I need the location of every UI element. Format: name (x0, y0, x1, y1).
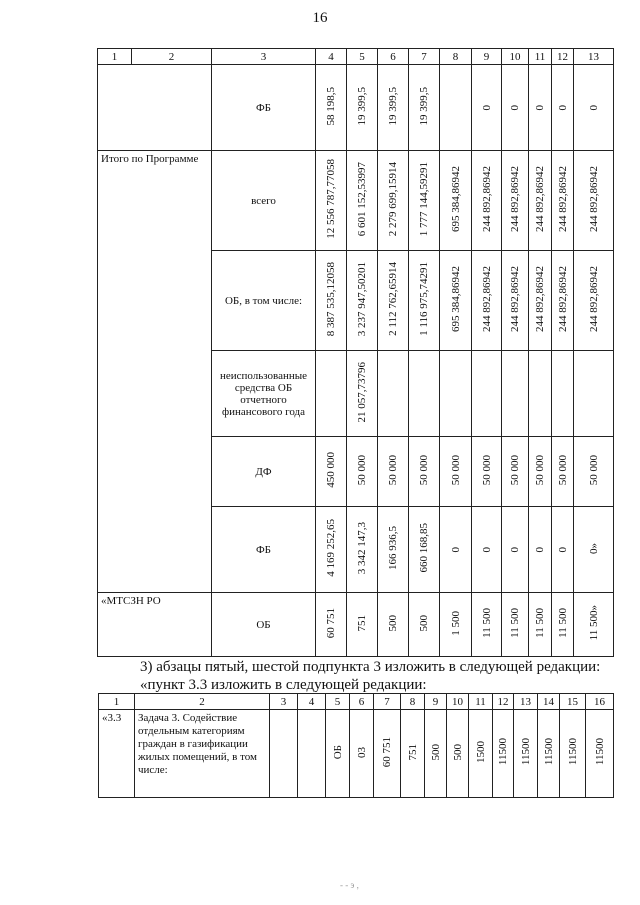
header-cell: 8 (440, 49, 472, 65)
header-cell: 1 (98, 49, 132, 65)
value-text: 244 892,86942 (480, 266, 493, 332)
header-cell: 10 (502, 49, 529, 65)
value-text: 244 892,86942 (587, 166, 600, 232)
header-cell: 2 (135, 694, 270, 710)
value-cell (316, 251, 347, 351)
value-text: 1500 (474, 741, 487, 763)
value-cell (378, 251, 409, 351)
value-cell (409, 151, 440, 251)
value-cell (347, 437, 378, 507)
value-cell (529, 593, 552, 657)
value-cell (316, 593, 347, 657)
value-text: 11 500» (587, 605, 600, 641)
value-text: 11 500 (509, 608, 521, 638)
value-cell (409, 593, 440, 657)
value-cell (316, 507, 347, 593)
value-cell (574, 351, 614, 437)
value-text: 0 (509, 105, 521, 111)
value-cell (472, 437, 502, 507)
value-text: 11 500 (480, 608, 493, 638)
value-cell (538, 710, 560, 798)
header-cell: 11 (469, 694, 493, 710)
header-cell: 4 (316, 49, 347, 65)
value-text: 695 384,86942 (449, 166, 462, 232)
value-cell (316, 65, 347, 151)
value-cell (401, 710, 425, 798)
funding-source: ДФ (212, 437, 316, 507)
value-text: 50 000 (387, 454, 399, 486)
value-cell (529, 151, 552, 251)
value-text: 11500 (519, 738, 532, 766)
value-text: 11 500 (556, 608, 569, 638)
header-cell: 11 (529, 49, 552, 65)
value-cell (347, 507, 378, 593)
value-text: 50 000 (587, 454, 600, 486)
value-cell (469, 710, 493, 798)
value-text: 2 279 699,15914 (387, 161, 399, 237)
value-text: 21 057,73796 (356, 361, 368, 423)
value-cell (409, 437, 440, 507)
row-cell (270, 710, 298, 798)
value-cell (347, 351, 378, 437)
value-text: 3 342 147,3 (356, 521, 368, 575)
value-text: ОБ (331, 744, 344, 760)
row-cell (298, 710, 326, 798)
value-text: 0 (534, 105, 546, 111)
value-cell (378, 507, 409, 593)
value-text: 500 (451, 743, 464, 761)
value-cell (502, 437, 529, 507)
value-text: 0 (587, 105, 600, 111)
funding-source: ФБ (212, 65, 316, 151)
value-text: 500 (418, 614, 430, 632)
value-cell (502, 251, 529, 351)
value-text: 50 000 (418, 454, 430, 486)
value-cell (440, 593, 472, 657)
value-cell (529, 251, 552, 351)
header-cell: 15 (560, 694, 586, 710)
value-cell (574, 593, 614, 657)
row-cell: «3.3 (99, 710, 135, 798)
value-text: 19 399,5 (418, 86, 430, 126)
value-text: 751 (406, 743, 419, 761)
value-cell (493, 710, 514, 798)
value-cell (502, 593, 529, 657)
header-cell: 14 (538, 694, 560, 710)
header-cell: 3 (212, 49, 316, 65)
value-cell (502, 151, 529, 251)
value-cell (472, 593, 502, 657)
value-text: 50 000 (509, 454, 521, 486)
header-cell: 9 (472, 49, 502, 65)
header-cell: 2 (132, 49, 212, 65)
value-cell (374, 710, 401, 798)
header-cell: 5 (326, 694, 350, 710)
value-text: 500 (429, 743, 442, 761)
value-cell (574, 507, 614, 593)
header-cell: 16 (586, 694, 614, 710)
header-cell: 3 (270, 694, 298, 710)
task-table (98, 693, 614, 798)
header-cell: 7 (409, 49, 440, 65)
funding-source: ФБ (212, 507, 316, 593)
header-cell: 9 (425, 694, 447, 710)
row-label: «МТСЗН РО (98, 593, 212, 657)
header-cell: 13 (574, 49, 614, 65)
value-cell (347, 593, 378, 657)
value-text: 0 (556, 547, 569, 553)
value-cell (560, 710, 586, 798)
value-text: 19 399,5 (387, 86, 399, 126)
value-cell (440, 351, 472, 437)
row-label (98, 65, 212, 151)
value-cell (552, 151, 574, 251)
value-cell (472, 351, 502, 437)
value-cell (409, 351, 440, 437)
value-cell (378, 593, 409, 657)
value-text: 0 (449, 547, 462, 553)
value-text: 0 (556, 105, 569, 111)
value-cell (552, 65, 574, 151)
value-cell (514, 710, 538, 798)
value-text: 244 892,86942 (480, 166, 493, 232)
value-text: 0 (534, 547, 546, 553)
value-text: 58 198,5 (325, 86, 337, 126)
value-text: 11500 (593, 738, 606, 766)
value-text: 11500 (542, 738, 555, 766)
value-text: 244 892,86942 (556, 266, 569, 332)
value-cell (574, 437, 614, 507)
table-row (98, 151, 614, 251)
header-cell: 6 (350, 694, 374, 710)
value-cell (440, 437, 472, 507)
value-cell (378, 151, 409, 251)
value-cell (574, 251, 614, 351)
value-text: 751 (356, 614, 368, 632)
value-text: 11500 (497, 738, 509, 766)
value-cell (316, 437, 347, 507)
table-row (98, 593, 614, 657)
header-cell: 13 (514, 694, 538, 710)
value-text: 11 500 (534, 608, 546, 638)
value-text: 19 399,5 (356, 86, 368, 126)
value-cell (316, 151, 347, 251)
value-text: 50 000 (449, 454, 462, 486)
value-text: 500 (387, 614, 399, 632)
value-text: 0 (509, 547, 521, 553)
value-text: 1 116 975,74291 (418, 262, 430, 336)
amendment-line-2: «пункт 3.3 изложить в следующей редакции: (140, 677, 427, 693)
value-text: 03 (355, 746, 368, 758)
value-text: 0 (480, 105, 493, 111)
header-cell: 12 (493, 694, 514, 710)
header-cell: 12 (552, 49, 574, 65)
value-cell (378, 351, 409, 437)
value-cell (440, 151, 472, 251)
value-text: 4 169 252,65 (325, 519, 337, 577)
value-cell (347, 151, 378, 251)
value-cell (529, 65, 552, 151)
value-cell (472, 251, 502, 351)
value-text: 50 000 (356, 454, 368, 486)
value-text: 244 892,86942 (556, 166, 569, 232)
funding-source: неиспользованные средства ОБ отчетного финансового года (212, 351, 316, 437)
value-text: 1 777 144,59291 (418, 161, 430, 237)
value-cell (326, 710, 350, 798)
header-cell: 5 (347, 49, 378, 65)
value-cell (502, 507, 529, 593)
value-cell (574, 65, 614, 151)
value-cell (529, 507, 552, 593)
value-text: 166 936,5 (387, 526, 399, 570)
value-cell (552, 251, 574, 351)
row-label: Итого по Программе (98, 151, 212, 593)
value-cell (552, 351, 574, 437)
value-cell (552, 593, 574, 657)
value-text: 2 112 762,65914 (387, 262, 399, 336)
value-cell (502, 65, 529, 151)
value-cell (440, 65, 472, 151)
value-cell (529, 437, 552, 507)
value-cell (552, 437, 574, 507)
funding-source: ОБ (212, 593, 316, 657)
funding-source: всего (212, 151, 316, 251)
value-text: 11500 (566, 738, 579, 766)
value-text: 1 500 (449, 610, 462, 636)
header-cell: 8 (401, 694, 425, 710)
value-text: 12 556 787,77058 (325, 159, 337, 239)
value-cell (347, 65, 378, 151)
budget-table (97, 48, 614, 657)
amendment-line-1: 3) абзацы пятый, шестой подпункта 3 изложить в следующей редакции: (140, 659, 601, 675)
value-cell (586, 710, 614, 798)
value-cell (350, 710, 374, 798)
value-cell (378, 65, 409, 151)
header-cell: 6 (378, 49, 409, 65)
value-cell (425, 710, 447, 798)
value-cell (529, 351, 552, 437)
value-cell (440, 507, 472, 593)
page-number: 16 (312, 10, 328, 26)
value-cell (409, 507, 440, 593)
value-text: 8 387 535,12058 (325, 261, 337, 337)
header-cell: 7 (374, 694, 401, 710)
value-text: 3 237 947,50201 (356, 261, 368, 337)
funding-source: ОБ, в том числе: (212, 251, 316, 351)
value-text: 50 000 (556, 454, 569, 486)
table-row (99, 710, 614, 798)
value-cell (409, 251, 440, 351)
value-text: 244 892,86942 (509, 166, 521, 232)
table-row (98, 65, 614, 151)
value-text: 0 (480, 547, 493, 553)
value-text: 50 000 (480, 454, 493, 486)
task-description: Задача 3. Содействие отдельным категориям граждан в газификации жилых помещений, в том числе: (135, 710, 270, 798)
value-cell (472, 65, 502, 151)
header-cell: 1 (99, 694, 135, 710)
value-cell (316, 351, 347, 437)
value-cell (440, 251, 472, 351)
value-text: 244 892,86942 (509, 266, 521, 332)
value-text: 50 000 (534, 454, 546, 486)
value-cell (378, 437, 409, 507)
value-cell (447, 710, 469, 798)
value-text: 450 000 (325, 452, 337, 488)
value-text: 0» (587, 542, 600, 554)
value-text: 660 168,85 (418, 523, 430, 573)
scan-footer-mark: - - э , (340, 880, 359, 890)
value-cell (552, 507, 574, 593)
value-cell (574, 151, 614, 251)
header-cell: 4 (298, 694, 326, 710)
value-cell (472, 151, 502, 251)
value-text: 244 892,86942 (534, 266, 546, 332)
header-cell: 10 (447, 694, 469, 710)
value-text: 60 751 (325, 607, 337, 639)
value-text: 6 601 152,53997 (356, 161, 368, 237)
value-cell (502, 351, 529, 437)
value-cell (347, 251, 378, 351)
value-text: 60 751 (381, 736, 393, 768)
value-cell (472, 507, 502, 593)
value-text: 244 892,86942 (587, 266, 600, 332)
value-cell (409, 65, 440, 151)
value-text: 695 384,86942 (449, 266, 462, 332)
value-text: 244 892,86942 (534, 166, 546, 232)
